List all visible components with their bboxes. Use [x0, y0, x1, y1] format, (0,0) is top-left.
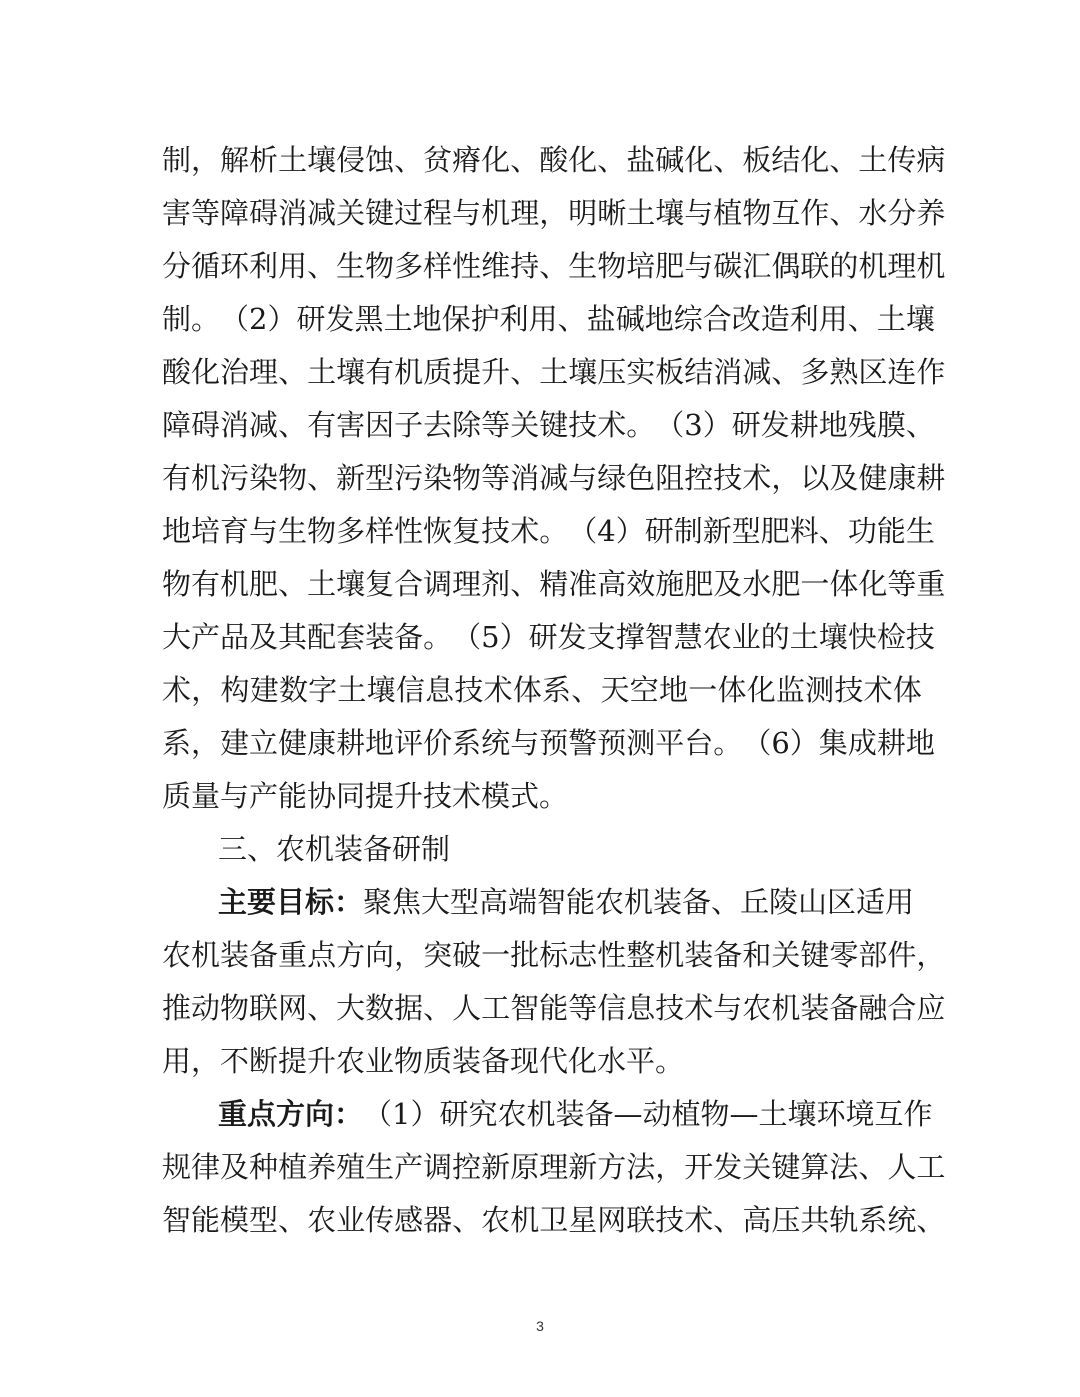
- goals-first-line: [218, 882, 922, 922]
- focus-text: （1）研究农机装备—动植物—土壤环境互作: [363, 1097, 933, 1131]
- body-line: 系 ， 建 立 健 康 耕 地 评 价 系 统 与 预 警 预 测 平 台 。 （ 6 ） 集 成 耕 地: [162, 726, 935, 760]
- body-line: 大 产 品 及 其 配 套 装 备 。 （ 5 ） 研 发 支 撑 智 慧 农 业 的 土 壤 快 检 技: [162, 620, 935, 654]
- focus-line: 智 能 模 型 、 农 业 传 感 器 、 农 机 卫 星 网 联 技 术 、 高 压 共 轨 系 统 、: [162, 1203, 946, 1237]
- goals-text: 聚焦大型高端智能农机装备、丘陵山区适用: [363, 885, 915, 919]
- body-line: 地 培 育 与 生 物 多 样 性 恢 复 技 术 。 （ 4 ） 研 制 新 型 肥 料 、 功 能 生: [162, 514, 935, 548]
- goals-line: 推 动 物 联 网 、 大 数 据 、 人 工 智 能 等 信 息 技 术 与 农 机 装 备 融 合 应: [162, 991, 946, 1025]
- page-number: 3: [536, 1318, 544, 1334]
- body-line: 有 机 污 染 物 、 新 型 污 染 物 等 消 减 与 绿 色 阻 控 技 术 ， 以 及 健 康 耕: [162, 461, 946, 495]
- body-line: 物 有 机 肥 、 土 壤 复 合 调 理 剂 、 精 准 高 效 施 肥 及 水 肥 一 体 化 等 重: [162, 567, 946, 601]
- section-heading: 三、农机装备研制: [218, 832, 451, 866]
- goals-label: 主要目标：: [218, 885, 364, 919]
- focus-first-line: [218, 1094, 933, 1134]
- body-line: 质量与产能协同提升技术模式。: [162, 779, 569, 813]
- body-line: 分 循 环 利 用 、 生 物 多 样 性 维 持 、 生 物 培 肥 与 碳 汇 偶 联 的 机 理 机: [162, 249, 946, 283]
- body-line: 害 等 障 碍 消 减 关 键 过 程 与 机 理 ， 明 晰 土 壤 与 植 物 互 作 、 水 分 养: [162, 196, 946, 230]
- body-line: 障 碍 消 减 、 有 害 因 子 去 除 等 关 键 技 术 。 （ 3 ） 研 发 耕 地 残 膜 、: [162, 408, 935, 442]
- goals-line: 用，不断提升农业物质装备现代化水平。: [162, 1044, 685, 1078]
- goals-line: 农 机 装 备 重 点 方 向 ， 突 破 一 批 标 志 性 整 机 装 备 和 关 键 零 部 件 ，: [162, 938, 946, 972]
- body-line: 制 。 （ 2 ） 研 发 黑 土 地 保 护 利 用 、 盐 碱 地 综 合 改 造 利 用 、 土 壤: [162, 302, 935, 336]
- body-line: 酸 化 治 理 、 土 壤 有 机 质 提 升 、 土 壤 压 实 板 结 消 减 、 多 熟 区 连 作: [162, 355, 946, 389]
- body-line: 术 ， 构 建 数 字 土 壤 信 息 技 术 体 系 、 天 空 地 一 体 化 监 测 技 术 体: [162, 673, 922, 707]
- focus-line: 规 律 及 种 植 养 殖 生 产 调 控 新 原 理 新 方 法 ， 开 发 关 键 算 法 、 人 工: [162, 1150, 946, 1184]
- body-line: 制 ， 解 析 土 壤 侵 蚀 、 贫 瘠 化 、 酸 化 、 盐 碱 化 、 板 结 化 、 土 传 病: [162, 143, 946, 177]
- focus-label: 重点方向：: [218, 1097, 364, 1131]
